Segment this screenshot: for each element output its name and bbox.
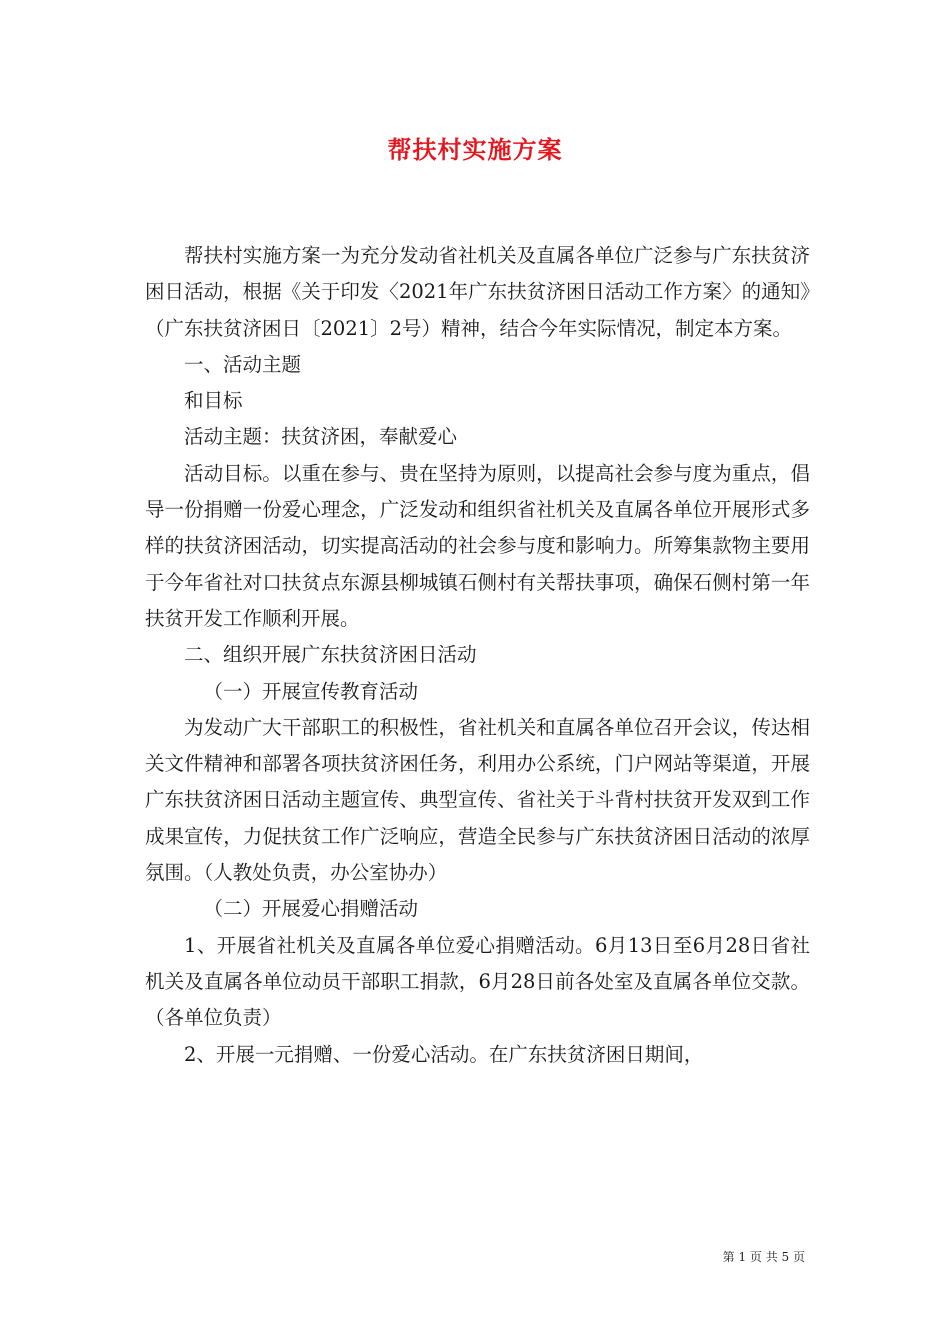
document-paragraph: 和目标 [184,389,243,413]
document-paragraph: 帮扶村实施方案一为充分发动省社机关及直属各单位广泛参与广东扶贫济困日活动，根据《关于印发〈2021年广东扶贫济困日活动工作方案〉的通知》（广东扶贫济困日〔2021〕2号）精神，结合今年实际情况，制定本方案。 [145,244,810,340]
document-body [145,238,810,1073]
document-paragraph: 活动目标。以重在参与、贵在坚持为原则，以提高社会参与度为重点，倡导一份捐赠一份爱心理念，广泛发动和组织省社机关及直属各单位开展形式多样的扶贫济困活动，切实提高活动的社会参与度和影响力。所筹集款物主要用于今年省社对口扶贫点东源县柳城镇石侧村有关帮扶事项，确保石侧村第一年扶贫开发工作顺利开展。 [145,461,810,630]
document-paragraph: （一）开展宣传教育活动 [203,679,419,703]
document-paragraph: 为发动广大干部职工的积极性，省社机关和直属各单位召开会议，传达相关文件精神和部署各项扶贫济困任务，利用办公系统，门户网站等渠道，开展广东扶贫济困日活动主题宣传、典型宣传、省社关于斗背村扶贫开发双到工作成果宣传，力促扶贫工作广泛响应，营造全民参与广东扶贫济困日活动的浓厚氛围。（人教处负责，办公室协办） [145,715,810,885]
page-number-footer: 第 1 页 共 5 页 [722,1250,805,1264]
document-paragraph: （二）开展爱心捐赠活动 [203,897,419,921]
document-paragraph: 1、开展省社机关及直属各单位爱心捐赠活动。6月13日至6月28日省社机关及直属各单位动员干部职工捐款，6月28日前各处室及直属各单位交款。（各单位负责） [145,933,810,1030]
document-paragraph: 2、开展一元捐赠、一份爱心活动。在广东扶贫济困日期间， [184,1042,704,1066]
document-paragraph: 二、组织开展广东扶贫济困日活动 [184,643,477,667]
document-paragraph: 一、活动主题 [184,352,302,376]
document-title: 帮扶村实施方案 [387,135,563,164]
document-paragraph: 活动主题：扶贫济困，奉献爱心 [184,425,458,449]
